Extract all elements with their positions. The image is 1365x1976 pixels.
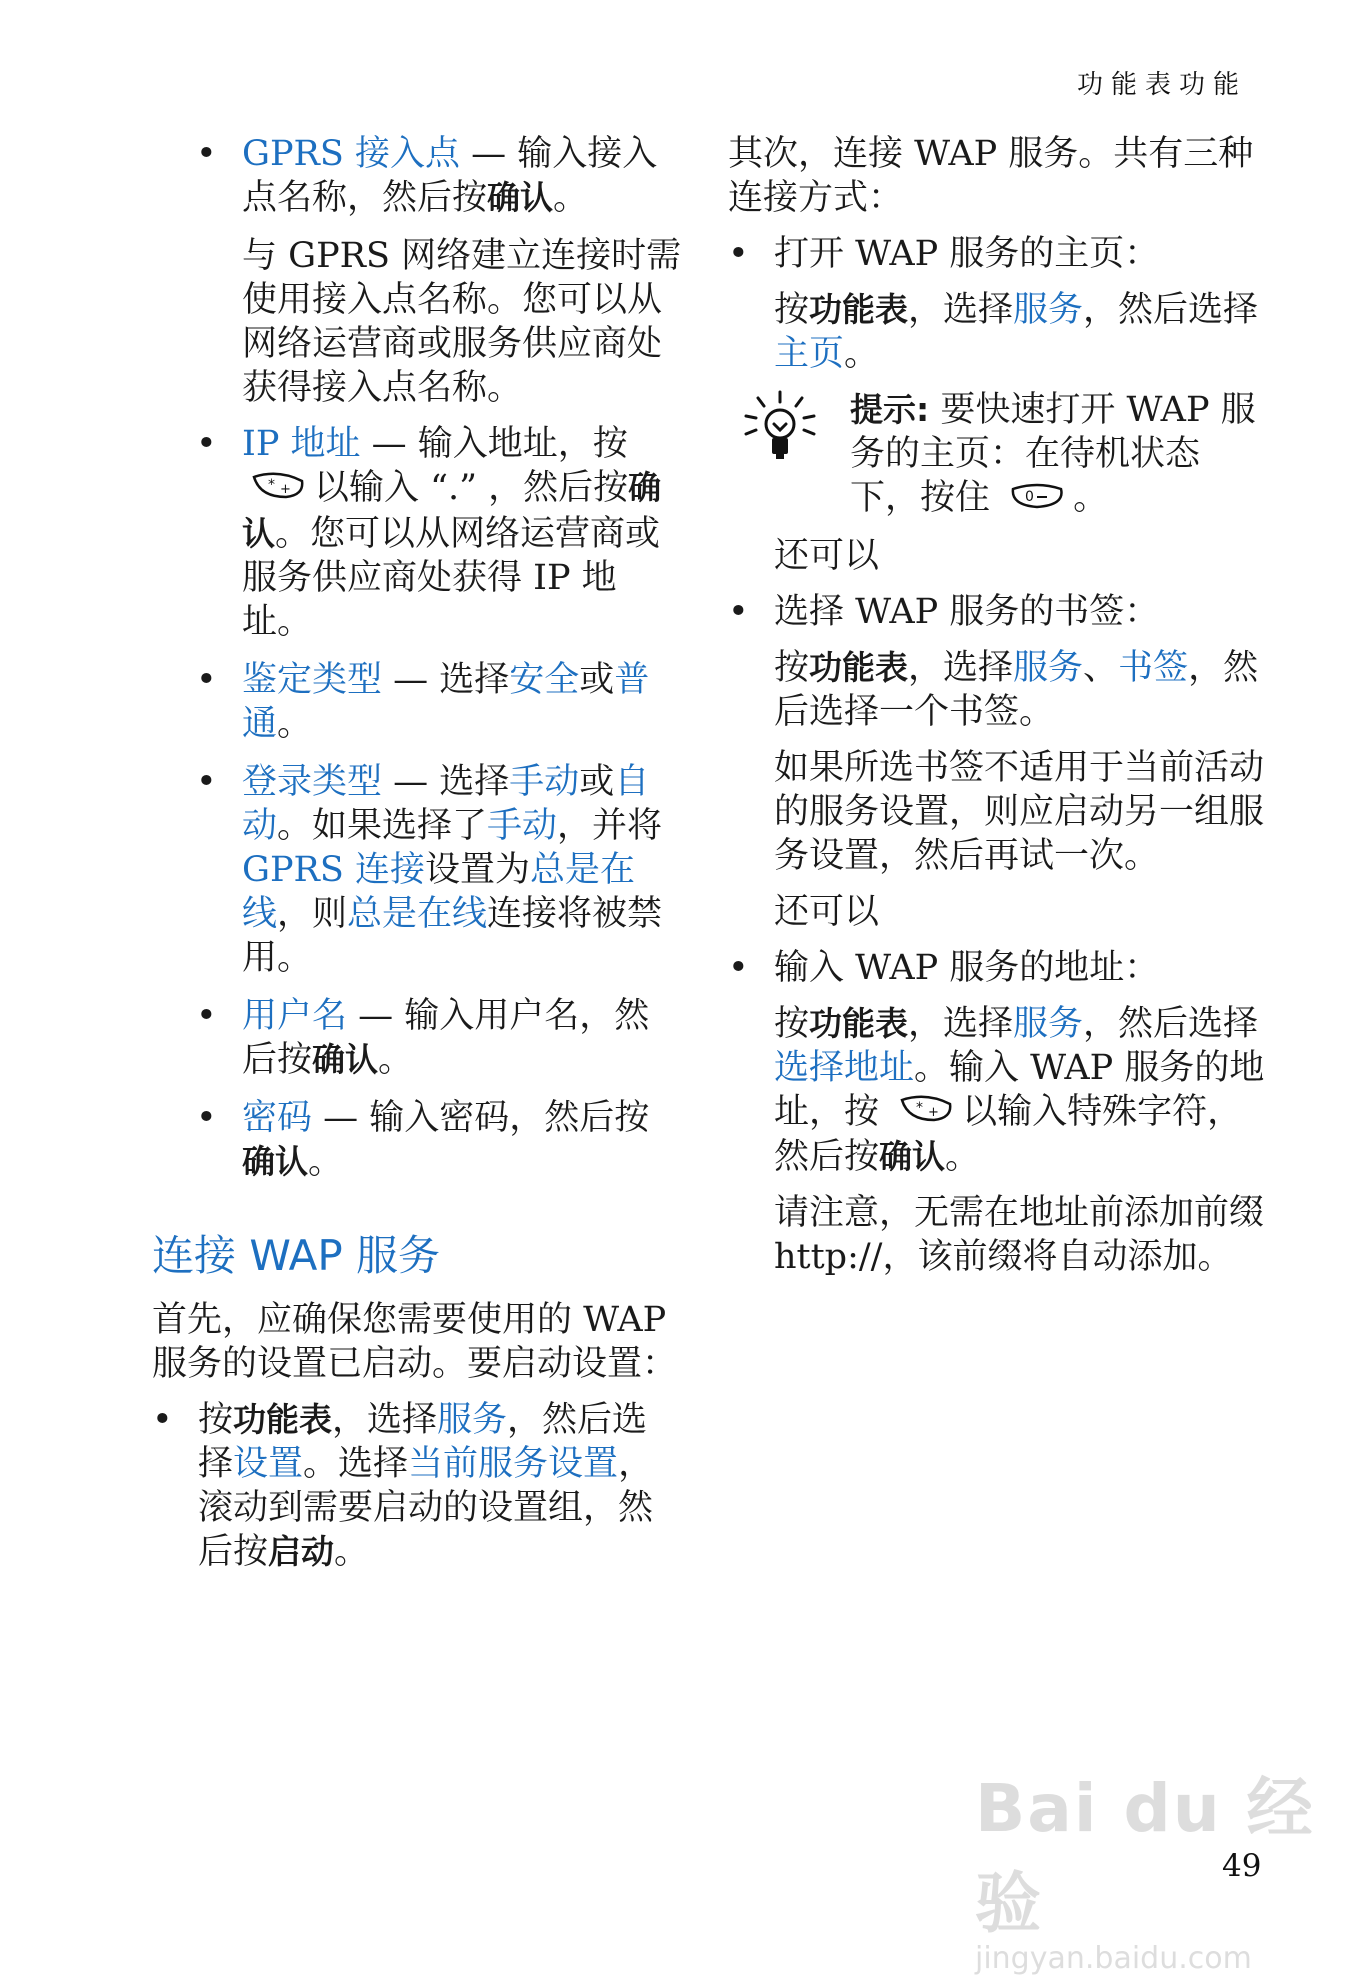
term-ip-address: IP 地址 [242, 424, 361, 464]
note-open-homepage: 按功能表，选择服务，然后选择主页。 [774, 290, 1259, 374]
softkey-confirm: 确认 [312, 1039, 379, 1079]
section-intro: 首先，应确保您需要使用的 WAP 服务的设置已启动。要启动设置： [152, 1299, 678, 1384]
bullet: • [196, 995, 217, 1036]
softkey-confirm: 确认 [242, 1141, 308, 1181]
bullet: • [152, 1399, 173, 1440]
page-number: 49 [1222, 1848, 1262, 1884]
watermark [975, 1755, 1365, 1976]
bullet: • [196, 134, 217, 174]
note-bookmark: 按功能表，选择服务、书签，然后选择一个书签。 [774, 647, 1259, 732]
star-key-icon [896, 1091, 956, 1135]
softkey-confirm: 确认 [487, 178, 554, 217]
tip-box: 提示: 要快速打开 WAP 服务的主页：在待机状态下，按住 0 。 [728, 388, 1268, 522]
right-intro: 其次，连接 WAP 服务。共有三种连接方式： [728, 134, 1254, 218]
list-item-ip-address: • IP 地址 — 输入地址，按 * + 以输入 “.” ，然后按确认。您可以从网络运营商或服务供应商处获得 IP 地址。 [196, 424, 662, 642]
term-gprs-ap: GPRS 接入点 [242, 134, 460, 174]
note-enter-address: 按功能表，选择服务，然后选择选择地址。输入 WAP 服务的地址，按 * + 以输入特殊字符，然后按确认。 [774, 1003, 1265, 1177]
lightbulb-icon [738, 390, 822, 475]
watermark-url: jingyan.baidu.com [975, 1941, 1252, 1976]
bullet: • [196, 659, 217, 700]
left-column [152, 132, 682, 1586]
tip-label: 提示: [850, 390, 930, 429]
note-gprs-ap: 与 GPRS 网络建立连接时需使用接入点名称。您可以从网络运营商或服务供应商处获得接入点名称。 [242, 236, 682, 408]
list-item-password: • 密码 — 输入密码，然后按确认。 [196, 1097, 650, 1182]
list-item-enter-address: • 输入 WAP 服务的地址： [728, 947, 1160, 988]
svg-text:+: + [928, 1105, 940, 1120]
note-prefix: 请注意，无需在地址前添加前缀 http://，该前缀将自动添加。 [774, 1193, 1265, 1277]
bullet: • [196, 761, 217, 802]
bullet: • [728, 591, 749, 632]
svg-text:*: * [916, 1100, 924, 1116]
svg-text:+: + [280, 481, 291, 497]
list-item-auth-type: • 鉴定类型 — 选择安全或普通。 [196, 659, 650, 744]
term-login-type: 登录类型 [242, 761, 383, 802]
bullet: • [728, 947, 749, 988]
term-auth-type: 鉴定类型 [242, 659, 383, 700]
bullet: • [728, 234, 749, 274]
list-item-bookmark: • 选择 WAP 服务的书签： [728, 591, 1160, 632]
svg-text:0: 0 [1025, 488, 1035, 505]
watermark-logo: Bai du 经验 [975, 1770, 1315, 1942]
running-header: 功能表功能 [1076, 70, 1247, 100]
list-item-open-homepage: • 打开 WAP 服务的主页： [728, 234, 1160, 274]
softkey-confirm: 确认 [242, 468, 662, 553]
bullet: • [196, 1097, 217, 1138]
list-item-username: • 用户名 — 输入用户名，然后按确认。 [196, 995, 650, 1080]
list-item-gprs-ap: • GPRS 接入点 — 输入接入点名称，然后按确认。 [196, 134, 658, 218]
note-bookmark-2: 如果所选书签不适用于当前活动的服务设置，则应启动另一组服务设置，然后再试一次。 [774, 747, 1265, 876]
also-text: 还可以 [774, 535, 880, 576]
list-item-activate-settings: • 按功能表，选择服务，然后选择设置。选择当前服务设置，滚动到需要启动的设置组，然后按启动。 [152, 1399, 654, 1572]
list-item-login-type: • 登录类型 — 选择手动或自动。如果选择了手动，并将GPRS 连接设置为总是在线，则总是在线连接将被禁用。 [196, 761, 663, 978]
star-key-icon [248, 468, 308, 512]
section-heading: 连接 WAP 服务 [152, 1230, 440, 1280]
bullet: • [196, 424, 217, 464]
right-column [728, 132, 1268, 1291]
also-text: 还可以 [774, 891, 880, 932]
term-password: 密码 [242, 1097, 313, 1138]
zero-key-icon [1007, 478, 1067, 522]
svg-text:*: * [268, 476, 275, 493]
term-username: 用户名 [242, 995, 348, 1036]
